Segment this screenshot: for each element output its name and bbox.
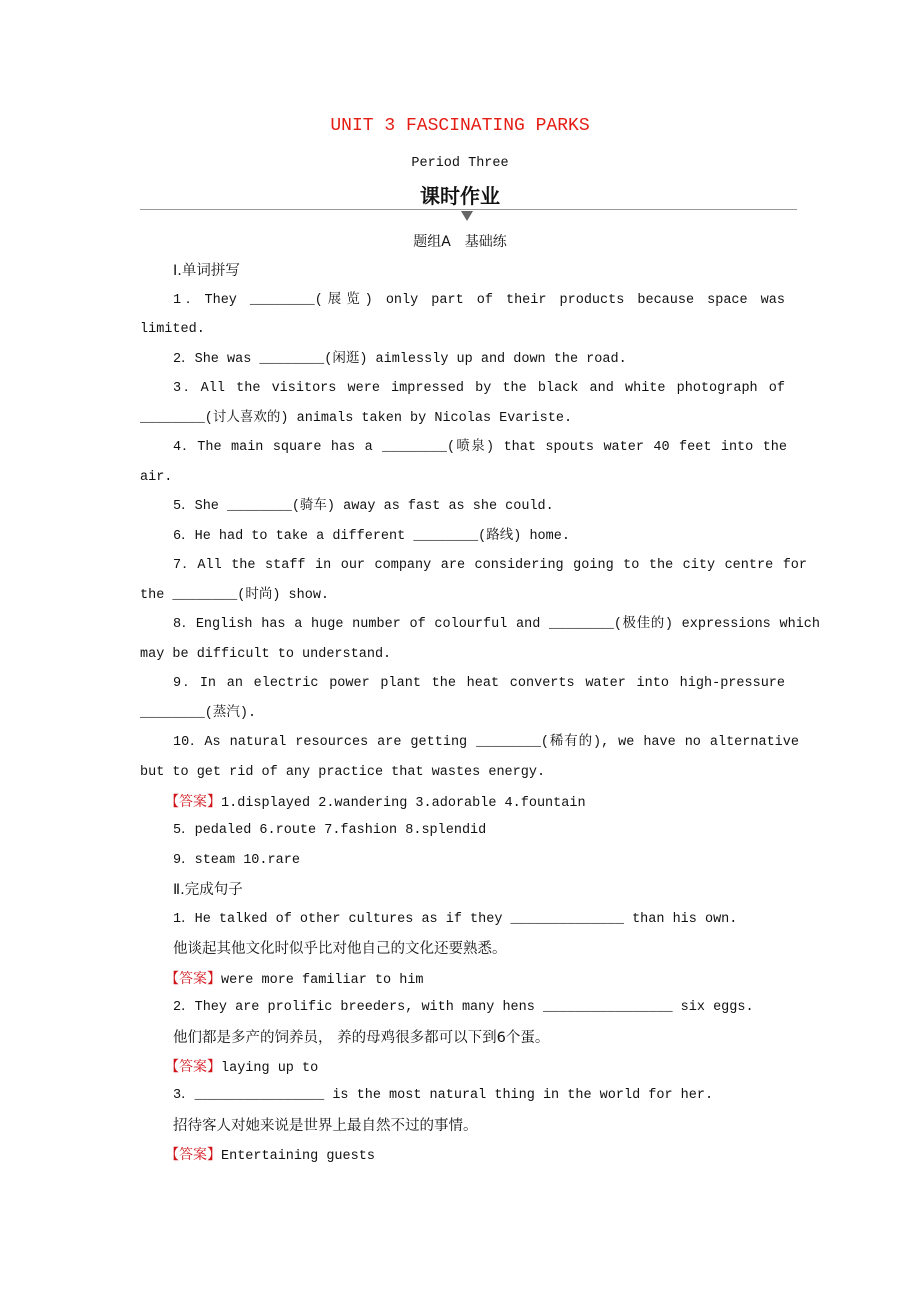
item-line: but to get rid of any practice that wastes energy.: [140, 765, 546, 780]
item-line: 9．In an electric power plant the heat converts water into high-pressure: [173, 676, 785, 691]
item-line: may be difficult to understand.: [140, 647, 392, 662]
answer-text: laying up to: [221, 1061, 319, 1076]
answer-label: 【答案】: [165, 971, 221, 987]
item-english: 1．He talked of other cultures as if they ______________ than his own.: [173, 912, 738, 927]
item-chinese: 他谈起其他文化时似乎比对他自己的文化还要熟悉。: [173, 941, 507, 957]
item-line: 8．English has a huge number of colourful and ________(极佳的) expressions which: [173, 617, 820, 632]
section1-title: Ⅰ.单词拼写: [173, 263, 240, 279]
homework-heading: 课时作业: [420, 184, 500, 208]
group-label: 题组A 基础练: [413, 234, 507, 250]
answer-line: [165, 1145, 375, 1167]
triangle-down-icon: [461, 211, 473, 221]
item-line: the ________(时尚) show.: [140, 588, 330, 603]
item-line: 1．They ________(展览) only part of their products because space was: [173, 293, 785, 308]
item-line: 4．The main square has a ________(喷泉) that spouts water 40 feet into the: [173, 440, 787, 455]
item-chinese: 他们都是多产的饲养员， 养的母鸡很多都可以下到6个蛋。: [173, 1030, 550, 1046]
item-line: 3．All the visitors were impressed by the black and white photograph of: [173, 381, 785, 396]
item-english: 2．They are prolific breeders, with many hens ________________ six eggs.: [173, 1000, 754, 1015]
answer-text: 1.displayed 2.wandering 3.adorable 4.fountain: [221, 796, 586, 811]
answer-line: [165, 792, 586, 814]
item-chinese: 招待客人对她来说是世界上最自然不过的事情。: [173, 1118, 478, 1134]
item-line: ________(讨人喜欢的) animals taken by Nicolas Evariste.: [140, 411, 573, 426]
item-line: 5．She ________(骑车) away as fast as she could.: [173, 499, 554, 514]
header-divider: [140, 209, 797, 210]
item-english: 3．________________ is the most natural thing in the world for her.: [173, 1088, 714, 1103]
period-subtitle: Period Three: [411, 156, 509, 171]
answer-line: [165, 1057, 318, 1079]
item-line: ________(蒸汽).: [140, 706, 257, 721]
item-line: 10．As natural resources are getting ________(稀有的), we have no alternative: [173, 735, 799, 750]
answer-line: [165, 969, 424, 991]
answer-label: 【答案】: [165, 1147, 221, 1163]
item-line: 2．She was ________(闲逛) aimlessly up and down the road.: [173, 352, 627, 367]
item-line: 7．All the staff in our company are considering going to the city centre for: [173, 558, 807, 573]
page-title: UNIT 3 FASCINATING PARKS: [330, 116, 590, 136]
answer-label: 【答案】: [165, 1059, 221, 1075]
answer-text: Entertaining guests: [221, 1149, 375, 1164]
answer-line: 5．pedaled 6.route 7.fashion 8.splendid: [173, 823, 487, 838]
item-line: air.: [140, 470, 173, 485]
answer-label: 【答案】: [165, 794, 221, 810]
section2-title: Ⅱ.完成句子: [173, 882, 243, 898]
item-line: 6．He had to take a different ________(路线) home.: [173, 529, 570, 544]
answer-text: were more familiar to him: [221, 973, 424, 988]
answer-line: 9．steam 10.rare: [173, 853, 300, 868]
item-line: limited.: [140, 322, 205, 337]
